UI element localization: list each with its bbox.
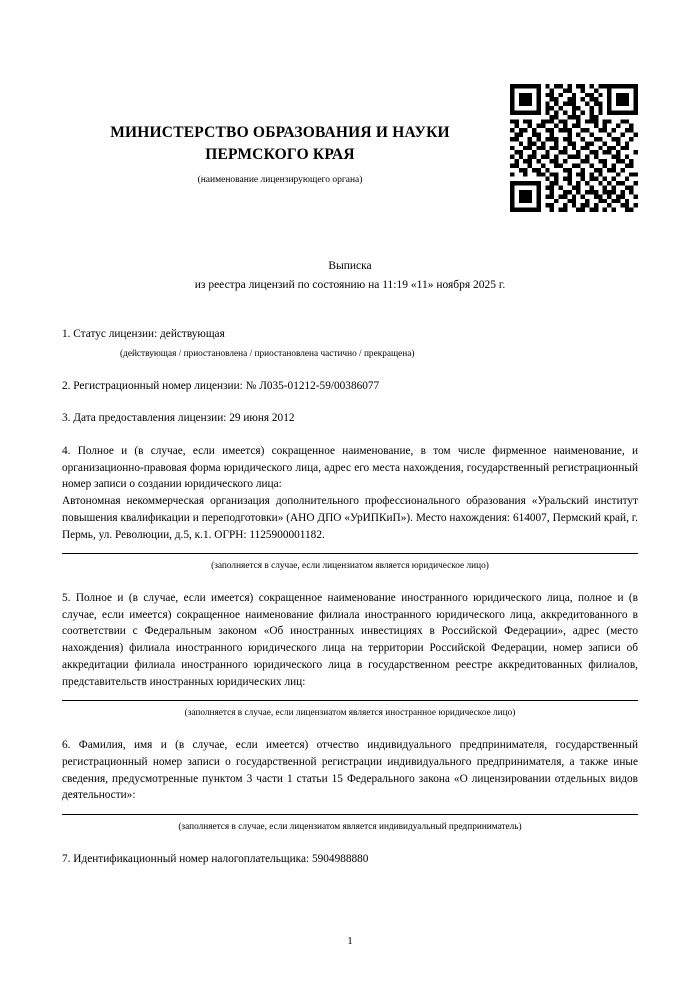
organization-title: МИНИСТЕРСТВО ОБРАЗОВАНИЯ И НАУКИ ПЕРМСКОГО КРАЯ [110, 124, 450, 164]
divider-item-6 [62, 814, 638, 815]
section-item-2 [62, 378, 638, 395]
item4-value: Автономная некоммерческая организация дополнительного профессионального образования «Уральский институт повышения квалификации и переподготовки» (АНО ДПО «УрИПКиП»). Место нахождения: 614007, Пермский край, г. Пермь, ул. Революции, д.5, к.1. ОГРН: 1125900001182. [62, 495, 638, 541]
organization-caption: (наименование лицензирующего органа) [197, 174, 363, 185]
item1-note: (действующая / приостановлена / приостановлена частично / прекращена) [120, 348, 415, 359]
section-item-1 [62, 326, 638, 361]
section-item-5 [62, 590, 638, 721]
section-item-3 [62, 410, 638, 427]
page-subtitle: из реестра лицензий по состоянию на 11:19 «11» ноября 2025 г. [194, 279, 506, 292]
divider-item-5 [62, 700, 638, 701]
page-number: 1 [347, 935, 353, 947]
item3-text: 3. Дата предоставления лицензии: 29 июня 2012 [62, 412, 295, 425]
item4-note: (заполняется в случае, если лицензиатом является юридическое лицо) [211, 561, 489, 572]
section-item-7 [62, 851, 638, 868]
item5-text: 5. Полное и (в случае, если имеется) сокращенное наименование иностранного юридического лица, полное и (в случае, если имеется) сокращенное наименование филиала иностранного юридического лица, аккредитованного в соответствии с Федеральным законом «Об иностранных инвестициях в Российской Федерации», адрес (место нахождения) филиала иностранного юридического лица на территории Российской Федерации, номер записи об аккредитации филиала иностранного юридического лица в государственном реестре аккредитованных филиалов, представительств иностранных юридических лиц: [62, 592, 638, 688]
item1-text: 1. Статус лицензии: действующая [62, 328, 225, 341]
section-item-6 [62, 737, 638, 835]
item5-note: (заполняется в случае, если лицензиатом является иностранное юридическое лицо) [184, 708, 516, 719]
item6-text: 6. Фамилия, имя и (в случае, если имеется) отчество индивидуального предпринимателя, государственный регистрационный номер записи о государственной регистрации индивидуального предпринимателя, а также иные сведения, предусмотренные пунктом 3 части 1 статьи 15 Федерального закона «О лицензировании отдельных видов деятельности»: [62, 739, 638, 802]
item4-text: 4. Полное и (в случае, если имеется) сокращенное наименование, в том числе фирменное наименование, и организационно-правовая форма юридического лица, адрес его места нахождения, государственный регистрационный номер записи о создании юридического лица: [62, 444, 638, 491]
item2-text: 2. Регистрационный номер лицензии: № Л035-01212-59/00386077 [62, 379, 380, 392]
qr-code-icon [510, 84, 638, 212]
section-item-4 [62, 443, 638, 574]
item7-text: 7. Идентификационный номер налогоплательщика: 5904988880 [62, 852, 369, 865]
page-title: Выписка [328, 259, 372, 272]
item6-note: (заполняется в случае, если лицензиатом является индивидуальный предприниматель) [178, 821, 522, 832]
qr-code-svg [510, 84, 638, 212]
document-title-block [62, 257, 638, 296]
divider-item-4 [62, 553, 638, 554]
